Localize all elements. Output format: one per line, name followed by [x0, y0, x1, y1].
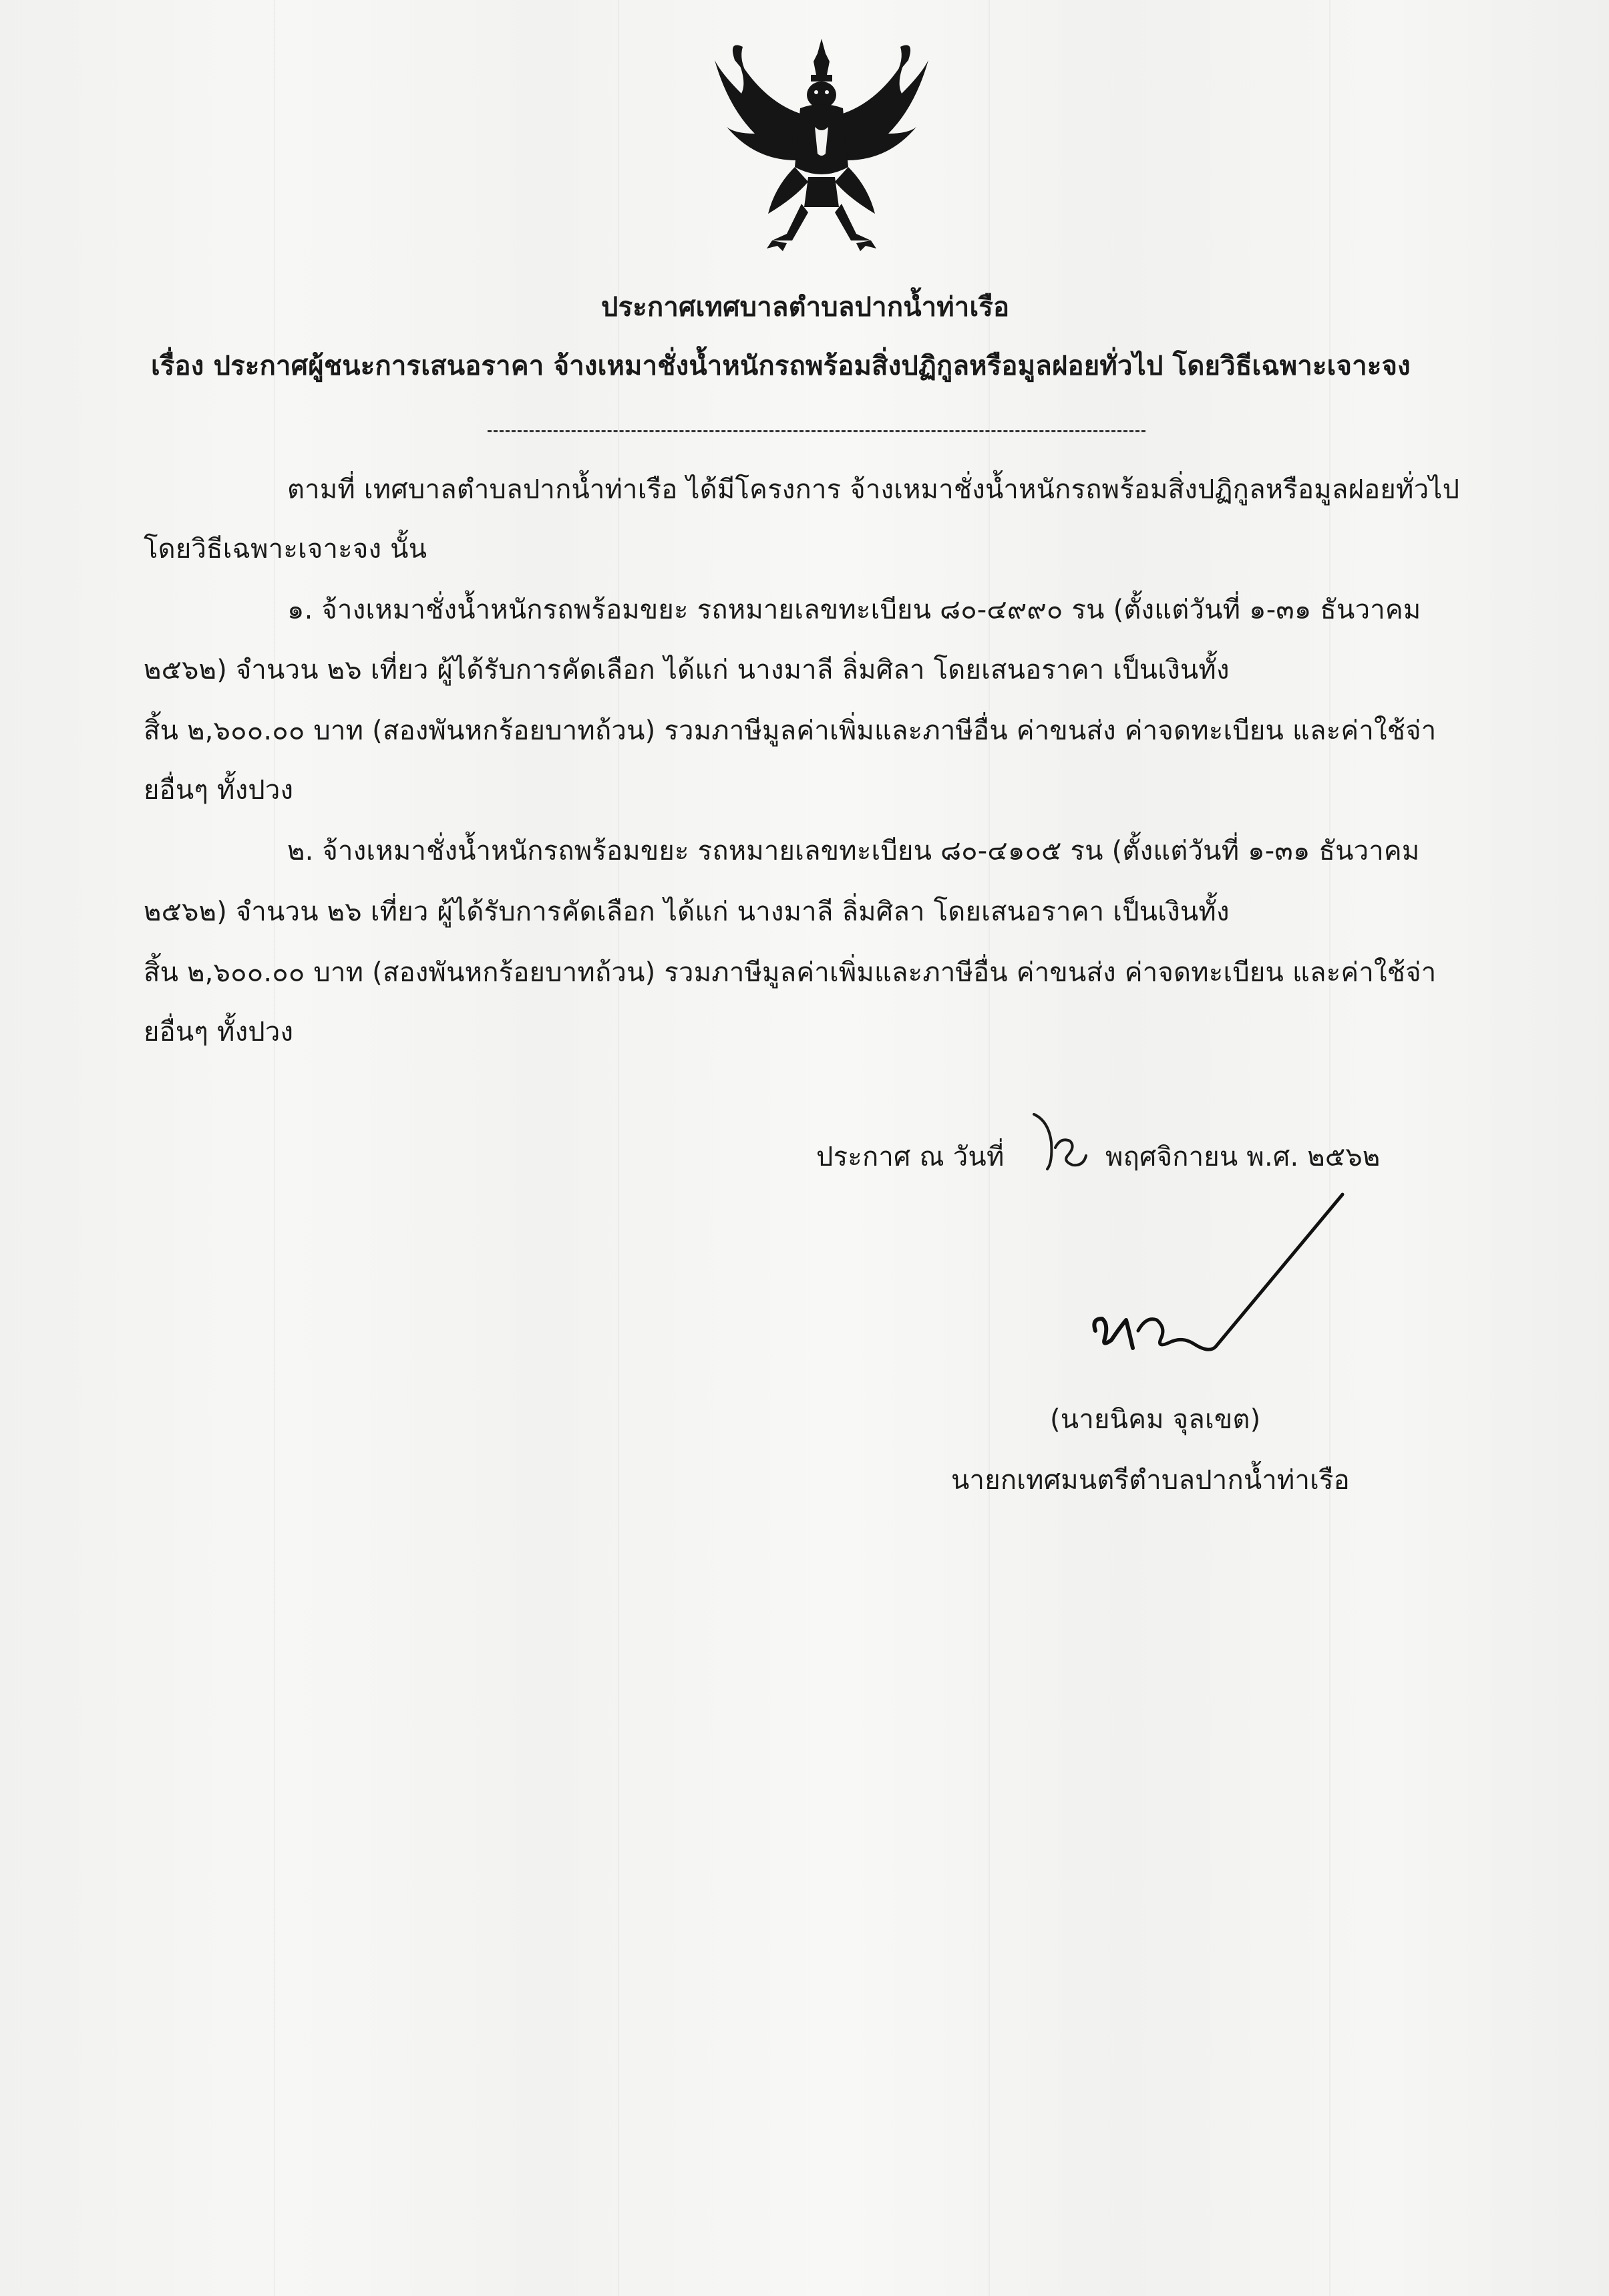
handwritten-day [1029, 1102, 1095, 1176]
intro-line-1: ตามที่ เทศบาลตำบลปากน้ำท่าเรือ ได้มีโครงการ จ้างเหมาชั่งน้ำหนักรถพร้อมสิ่งปฏิกูลหรือมูลฝอยทั่วไป [287, 474, 1460, 505]
signer-position: นายกเทศมนตรีตำบลปากน้ำท่าเรือ [951, 1465, 1350, 1496]
handwritten-signature [1082, 1176, 1363, 1376]
document-title: ประกาศเทศบาลตำบลปากน้ำท่าเรือ [601, 292, 1010, 323]
document-subject: เรื่อง ประกาศผู้ชนะการเสนอราคา จ้างเหมาชั่งน้ำหนักรถพร้อมสิ่งปฏิกูลหรือมูลฝอยทั่วไป โดยวิธีเฉพาะเจาะจง [151, 351, 1411, 381]
item-1-line-3: สิ้น ๒,๖๐๐.๐๐ บาท (สองพันหกร้อยบาทถ้วน) รวมภาษีมูลค่าเพิ่มและภาษีอื่น ค่าขนส่ง ค่าจดทะเบียน และค่าใช้จ่า [144, 715, 1437, 746]
header-divider [488, 430, 1145, 432]
item-2-line-2: ๒๕๖๒) จำนวน ๒๖ เที่ยว ผู้ได้รับการคัดเลือก ได้แก่ นางมาลี ลิ่มศิลา โดยเสนอราคา เป็นเงินทั้ง [144, 896, 1230, 927]
paper-crease [618, 0, 619, 2296]
item-1-line-1: ๑. จ้างเหมาชั่งน้ำหนักรถพร้อมขยะ รถหมายเลขทะเบียน ๘๐-๔๙๙๐ รน (ตั้งแต่วันที่ ๑-๓๑ ธันวาคม [287, 595, 1421, 625]
item-2-line-3: สิ้น ๒,๖๐๐.๐๐ บาท (สองพันหกร้อยบาทถ้วน) รวมภาษีมูลค่าเพิ่มและภาษีอื่น ค่าขนส่ง ค่าจดทะเบียน และค่าใช้จ่า [144, 957, 1437, 988]
garuda-emblem-icon [708, 33, 935, 254]
signer-name: (นายนิคม จุลเขต) [1050, 1404, 1261, 1435]
announcement-date-prefix: ประกาศ ณ วันที่ [816, 1142, 1005, 1172]
item-1-line-2: ๒๕๖๒) จำนวน ๒๖ เที่ยว ผู้ได้รับการคัดเลือก ได้แก่ นางมาลี ลิ่มศิลา โดยเสนอราคา เป็นเงินทั้ง [144, 655, 1230, 685]
announcement-date-suffix: พฤศจิกายน พ.ศ. ๒๕๖๒ [1105, 1142, 1381, 1172]
intro-line-2: โดยวิธีเฉพาะเจาะจง นั้น [144, 534, 427, 564]
item-1-line-4: ยอื่นๆ ทั้งปวง [144, 775, 294, 806]
paper-crease [274, 0, 275, 2296]
item-2-line-4: ยอื่นๆ ทั้งปวง [144, 1017, 294, 1047]
item-2-line-1: ๒. จ้างเหมาชั่งน้ำหนักรถพร้อมขยะ รถหมายเลขทะเบียน ๘๐-๔๑๐๕ รน (ตั้งแต่วันที่ ๑-๓๑ ธันวาคม [287, 836, 1420, 866]
